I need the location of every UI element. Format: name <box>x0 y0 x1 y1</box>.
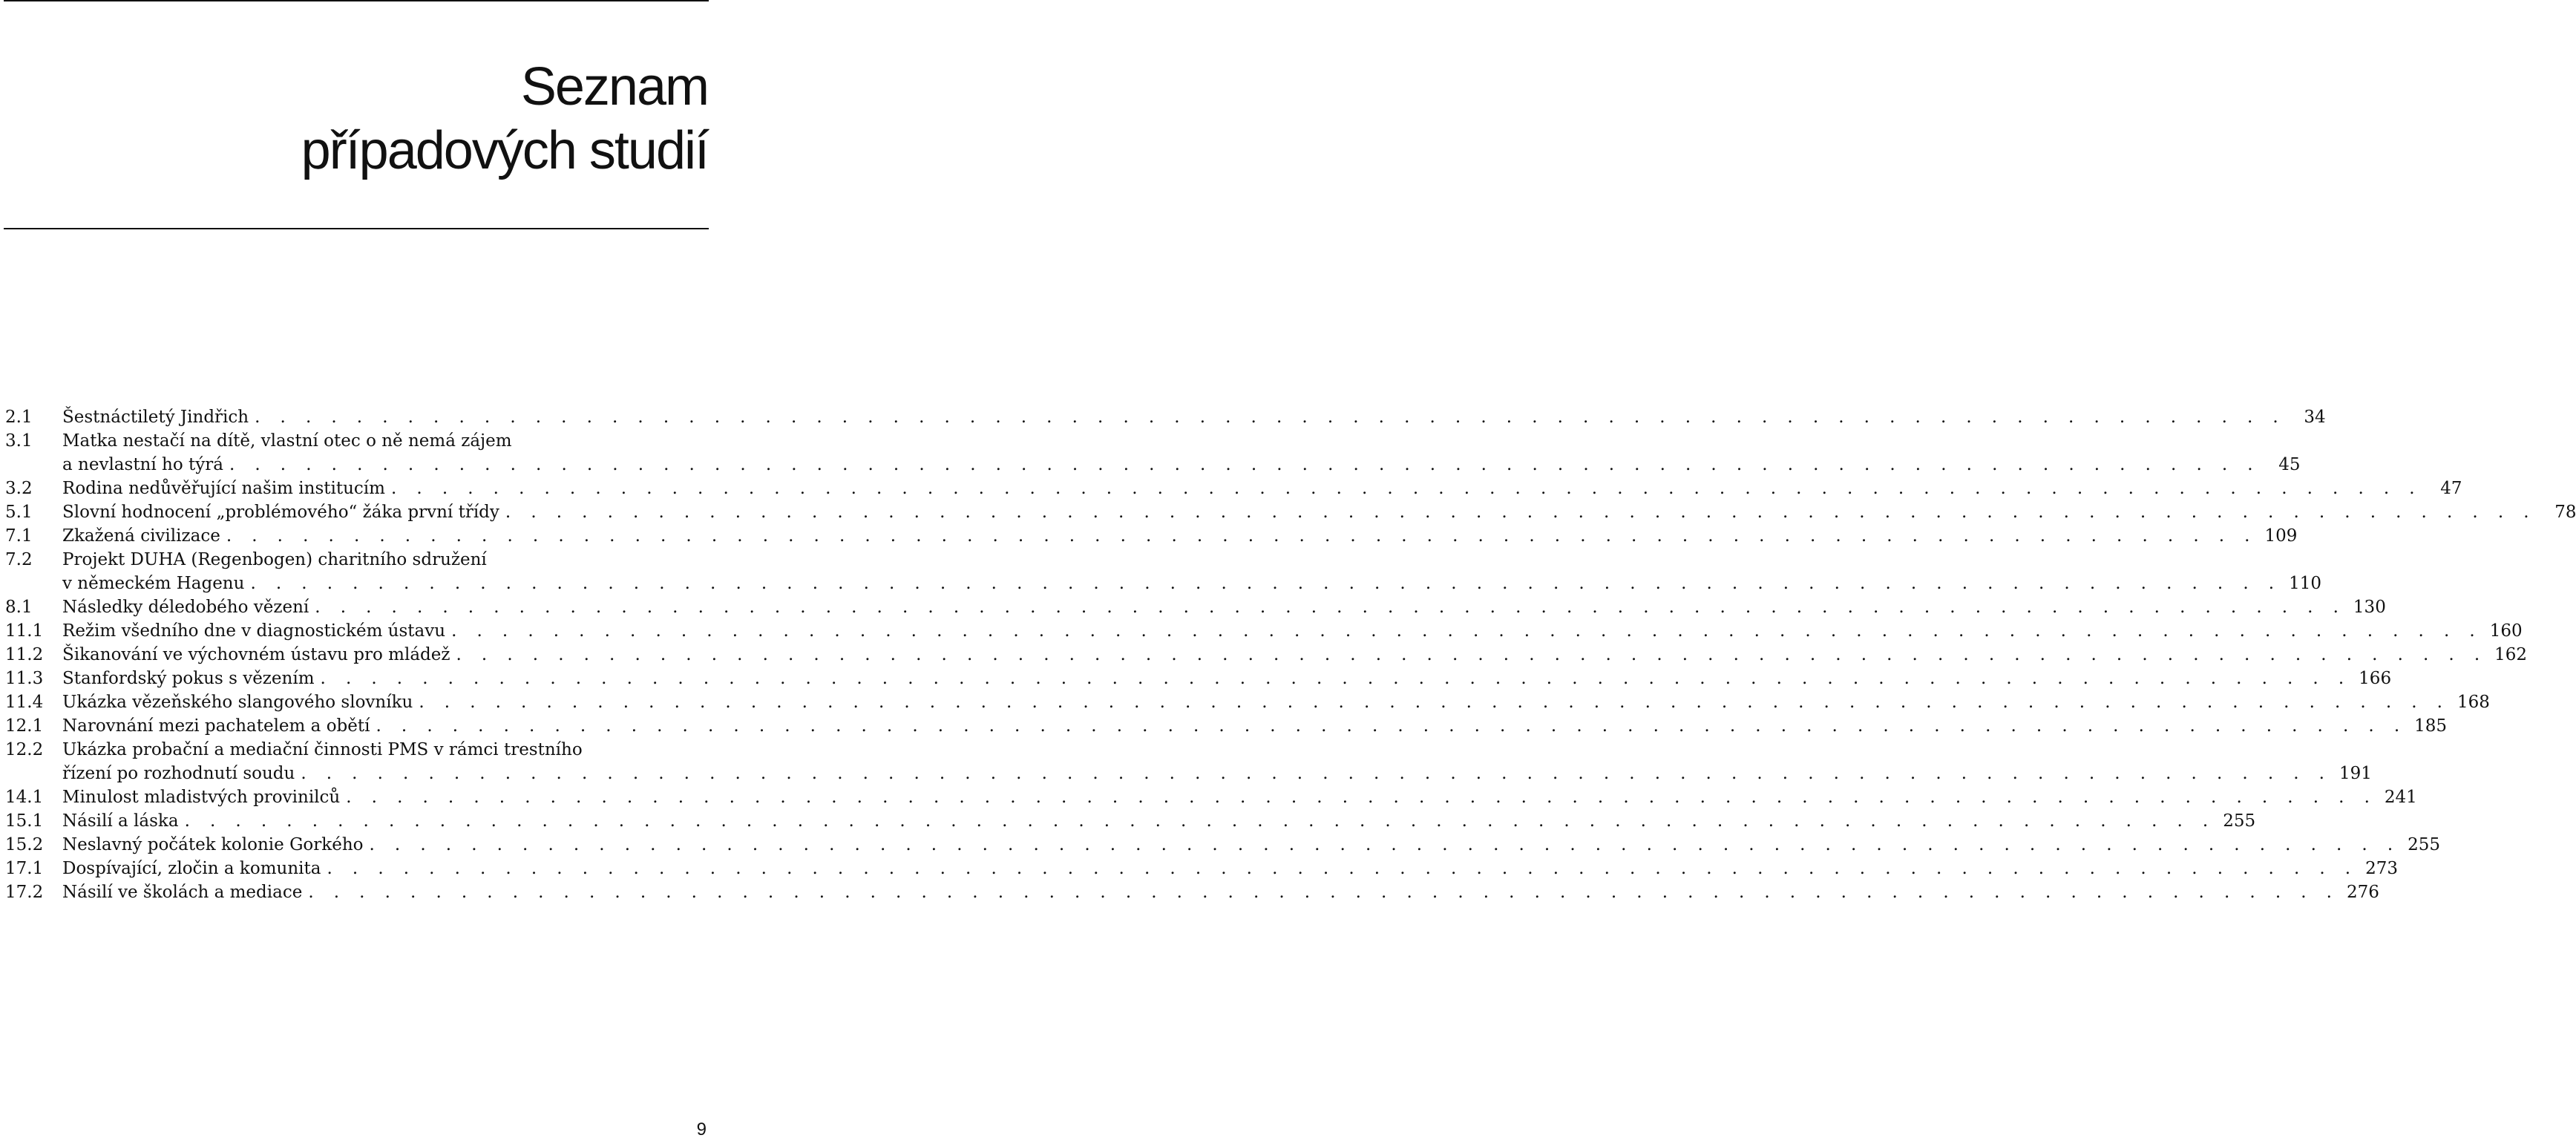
toc-entry-page: 110 <box>2289 574 2321 593</box>
toc-entry-number: 3.1 <box>5 431 33 451</box>
toc-entry-title: Ukázka vězeňského slangového slovníku <box>62 693 413 712</box>
toc-entry[interactable] <box>0 477 2462 500</box>
toc-entry[interactable] <box>0 714 2448 738</box>
toc-entry-number: 15.2 <box>5 835 44 854</box>
toc-entry[interactable] <box>0 405 2326 429</box>
dot-leader: . . . . . . . . . . . . . . . . . . . . . . . . . . . . . . . . . . . . . . . . . . . . . . . . . . . . . . . . . . . . . . . . . . . . . . . . . . . . . . . . <box>229 455 2261 474</box>
toc-entry-page: 78 <box>2554 503 2576 522</box>
toc-entry[interactable] <box>0 619 2523 643</box>
toc-entry-title: Slovní hodnocení „problémového“ žáka první třídy <box>62 503 499 522</box>
dot-leader: . . . . . . . . . . . . . . . . . . . . . . . . . . . . . . . . . . . . . . . . . . . . . . . . . . . . . . . . . . . . . . . . . . . . . . . . . . . . . . . . <box>451 621 2482 641</box>
toc-entry-title: Následky déledobého vězení <box>62 598 309 617</box>
toc-entry-page: 273 <box>2365 859 2399 878</box>
toc-entry[interactable] <box>0 429 2301 477</box>
dot-leader: . . . . . . . . . . . . . . . . . . . . . . . . . . . . . . . . . . . . . . . . . . . . . . . . . . . . . . . . . . . . . . . . . . . . . . . . . . . . . . . . <box>346 788 2377 807</box>
toc-entry-number: 11.2 <box>5 645 44 664</box>
toc-entry-page: 47 <box>2440 479 2462 498</box>
toc-entry-title: Násilí ve školách a mediace <box>62 883 303 902</box>
toc-entry[interactable] <box>0 524 2298 548</box>
toc-entry-page: 276 <box>2346 883 2379 902</box>
page-title <box>40 55 708 183</box>
toc-entry-page: 109 <box>2264 526 2298 546</box>
toc-entry-page: 191 <box>2339 764 2372 783</box>
toc-entry[interactable] <box>0 690 2490 714</box>
toc-entry-page: 255 <box>2223 811 2256 831</box>
toc-entry-number: 11.1 <box>5 621 44 641</box>
dot-leader: . . . . . . . . . . . . . . . . . . . . . . . . . . . . . . . . . . . . . . . . . . . . . . . . . . . . . . . . . . . . . . . . . . . . . . . . . . . . . . . . <box>308 883 2339 902</box>
toc-entry[interactable] <box>0 667 2392 690</box>
toc-entry-title: v německém Hagenu <box>62 574 245 593</box>
toc-entry-page: 45 <box>2278 455 2301 474</box>
toc-entry-title: Narovnání mezi pachatelem a obětí <box>62 716 370 736</box>
dot-leader: . . . . . . . . . . . . . . . . . . . . . . . . . . . . . . . . . . . . . . . . . . . . . . . . . . . . . . . . . . . . . . . . . . . . . . . . . . . . . . . . <box>184 811 2216 831</box>
toc-entry-page: 185 <box>2414 716 2448 736</box>
toc-entry[interactable] <box>0 857 2399 880</box>
toc-entry-page: 255 <box>2408 835 2441 854</box>
toc-entry[interactable] <box>0 880 2379 904</box>
page-number: 9 <box>696 1119 707 1140</box>
toc-entry-title: Rodina nedůvěřující našim institucím <box>62 479 385 498</box>
toc-entry-page: 241 <box>2384 788 2417 807</box>
toc-entry-title: Dospívající, zločin a komunita <box>62 859 321 878</box>
toc-entry-number: 12.2 <box>5 740 44 759</box>
dot-leader: . . . . . . . . . . . . . . . . . . . . . . . . . . . . . . . . . . . . . . . . . . . . . . . . . . . . . . . . . . . . . . . . . . . . . . . . . . . . . . . . <box>369 835 2401 854</box>
dot-leader: . . . . . . . . . . . . . . . . . . . . . . . . . . . . . . . . . . . . . . . . . . . . . . . . . . . . . . . . . . . . . . . . . . . . . . . . . . . . . . . . <box>301 764 2332 783</box>
toc-entry-page: 130 <box>2353 598 2386 617</box>
toc-entry-number: 17.2 <box>5 883 44 902</box>
toc-entry-number: 17.1 <box>5 859 44 878</box>
toc-entry[interactable] <box>0 809 2256 833</box>
page-title-line-2: případových studií <box>301 121 708 180</box>
toc-entry-title: a nevlastní ho týrá <box>62 455 223 474</box>
toc-entry-title: Neslavný počátek kolonie Gorkého <box>62 835 364 854</box>
toc-entry[interactable] <box>0 643 2528 667</box>
dot-leader: . . . . . . . . . . . . . . . . . . . . . . . . . . . . . . . . . . . . . . . . . . . . . . . . . . . . . . . . . . . . . . . . . . . . . . . . . . . . . . . . <box>456 645 2488 664</box>
toc-entry-number: 14.1 <box>5 788 44 807</box>
dot-leader: . . . . . . . . . . . . . . . . . . . . . . . . . . . . . . . . . . . . . . . . . . . . . . . . . . . . . . . . . . . . . . . . . . . . . . . . . . . . . . . . <box>320 669 2352 688</box>
dot-leader: . . . . . . . . . . . . . . . . . . . . . . . . . . . . . . . . . . . . . . . . . . . . . . . . . . . . . . . . . . . . . . . . . . . . . . . . . . . . . . . . <box>376 716 2408 736</box>
toc-entry-title: Projekt DUHA (Regenbogen) charitního sdružení <box>62 550 487 569</box>
toc-entry-number: 2.1 <box>5 408 33 427</box>
toc-entry-page: 166 <box>2359 669 2392 688</box>
toc-entry-number: 11.3 <box>5 669 44 688</box>
dot-leader: . . . . . . . . . . . . . . . . . . . . . . . . . . . . . . . . . . . . . . . . . . . . . . . . . . . . . . . . . . . . . . . . . . . . . . . . . . . . . . . . <box>390 479 2422 498</box>
toc-entry-title: Zkažená civilizace <box>62 526 220 546</box>
toc-entry[interactable] <box>0 595 2386 619</box>
toc-entry-number: 8.1 <box>5 598 33 617</box>
toc-entry-title: Matka nestačí na dítě, vlastní otec o ně nemá zájem <box>62 431 512 451</box>
dot-leader: . . . . . . . . . . . . . . . . . . . . . . . . . . . . . . . . . . . . . . . . . . . . . . . . . . . . . . . . . . . . . . . . . . . . . . . . . . . . . . . . <box>419 693 2450 712</box>
toc-entry-number: 15.1 <box>5 811 44 831</box>
toc-entry[interactable] <box>0 548 2321 595</box>
toc-entry-number: 11.4 <box>5 693 44 712</box>
dot-leader: . . . . . . . . . . . . . . . . . . . . . . . . . . . . . . . . . . . . . . . . . . . . . . . . . . . . . . . . . . . . . . . . . . . . . . . . . . . . . . . . <box>250 574 2281 593</box>
toc-entry-number: 5.1 <box>5 503 33 522</box>
toc-entry-title: řízení po rozhodnutí soudu <box>62 764 295 783</box>
toc-entry-number: 7.1 <box>5 526 33 546</box>
toc-entry[interactable] <box>0 785 2417 809</box>
dot-leader: . . . . . . . . . . . . . . . . . . . . . . . . . . . . . . . . . . . . . . . . . . . . . . . . . . . . . . . . . . . . . . . . . . . . . . . . . . . . . . . . <box>327 859 2359 878</box>
dot-leader: . . . . . . . . . . . . . . . . . . . . . . . . . . . . . . . . . . . . . . . . . . . . . . . . . . . . . . . . . . . . . . . . . . . . . . . . . . . . . . . . <box>315 598 2346 617</box>
toc-entry-page: 34 <box>2304 408 2326 427</box>
dot-leader: . . . . . . . . . . . . . . . . . . . . . . . . . . . . . . . . . . . . . . . . . . . . . . . . . . . . . . . . . . . . . . . . . . . . . . . . . . . . . . . . <box>505 503 2537 522</box>
toc-entry-title: Šestnáctiletý Jindřich <box>62 408 249 427</box>
toc-entry-title: Šikanování ve výchovném ústavu pro mládež <box>62 645 450 664</box>
dot-leader: . . . . . . . . . . . . . . . . . . . . . . . . . . . . . . . . . . . . . . . . . . . . . . . . . . . . . . . . . . . . . . . . . . . . . . . . . . . . . . . . <box>226 526 2258 546</box>
toc-entry-title: Minulost mladistvých provinilců <box>62 788 341 807</box>
toc-entry[interactable] <box>0 500 2576 524</box>
toc-entry[interactable] <box>0 833 2441 857</box>
toc-entry-title: Stanfordský pokus s vězením <box>62 669 315 688</box>
case-study-list <box>0 405 2576 904</box>
toc-entry-page: 162 <box>2494 645 2528 664</box>
toc-entry-page: 168 <box>2457 693 2490 712</box>
toc-entry-number: 12.1 <box>5 716 44 736</box>
page-title-line-1: Seznam <box>520 57 708 117</box>
toc-entry-number: 3.2 <box>5 479 33 498</box>
toc-entry-title: Násilí a láska <box>62 811 179 831</box>
toc-entry-number: 7.2 <box>5 550 33 569</box>
toc-entry[interactable] <box>0 738 2372 785</box>
top-rule <box>4 0 709 1</box>
toc-entry-page: 160 <box>2489 621 2523 641</box>
title-rule <box>4 228 709 229</box>
toc-entry-title: Ukázka probační a mediační činnosti PMS v rámci trestního <box>62 740 583 759</box>
dot-leader: . . . . . . . . . . . . . . . . . . . . . . . . . . . . . . . . . . . . . . . . . . . . . . . . . . . . . . . . . . . . . . . . . . . . . . . . . . . . . . . . <box>255 408 2286 427</box>
toc-entry-title: Režim všedního dne v diagnostickém ústavu <box>62 621 446 641</box>
